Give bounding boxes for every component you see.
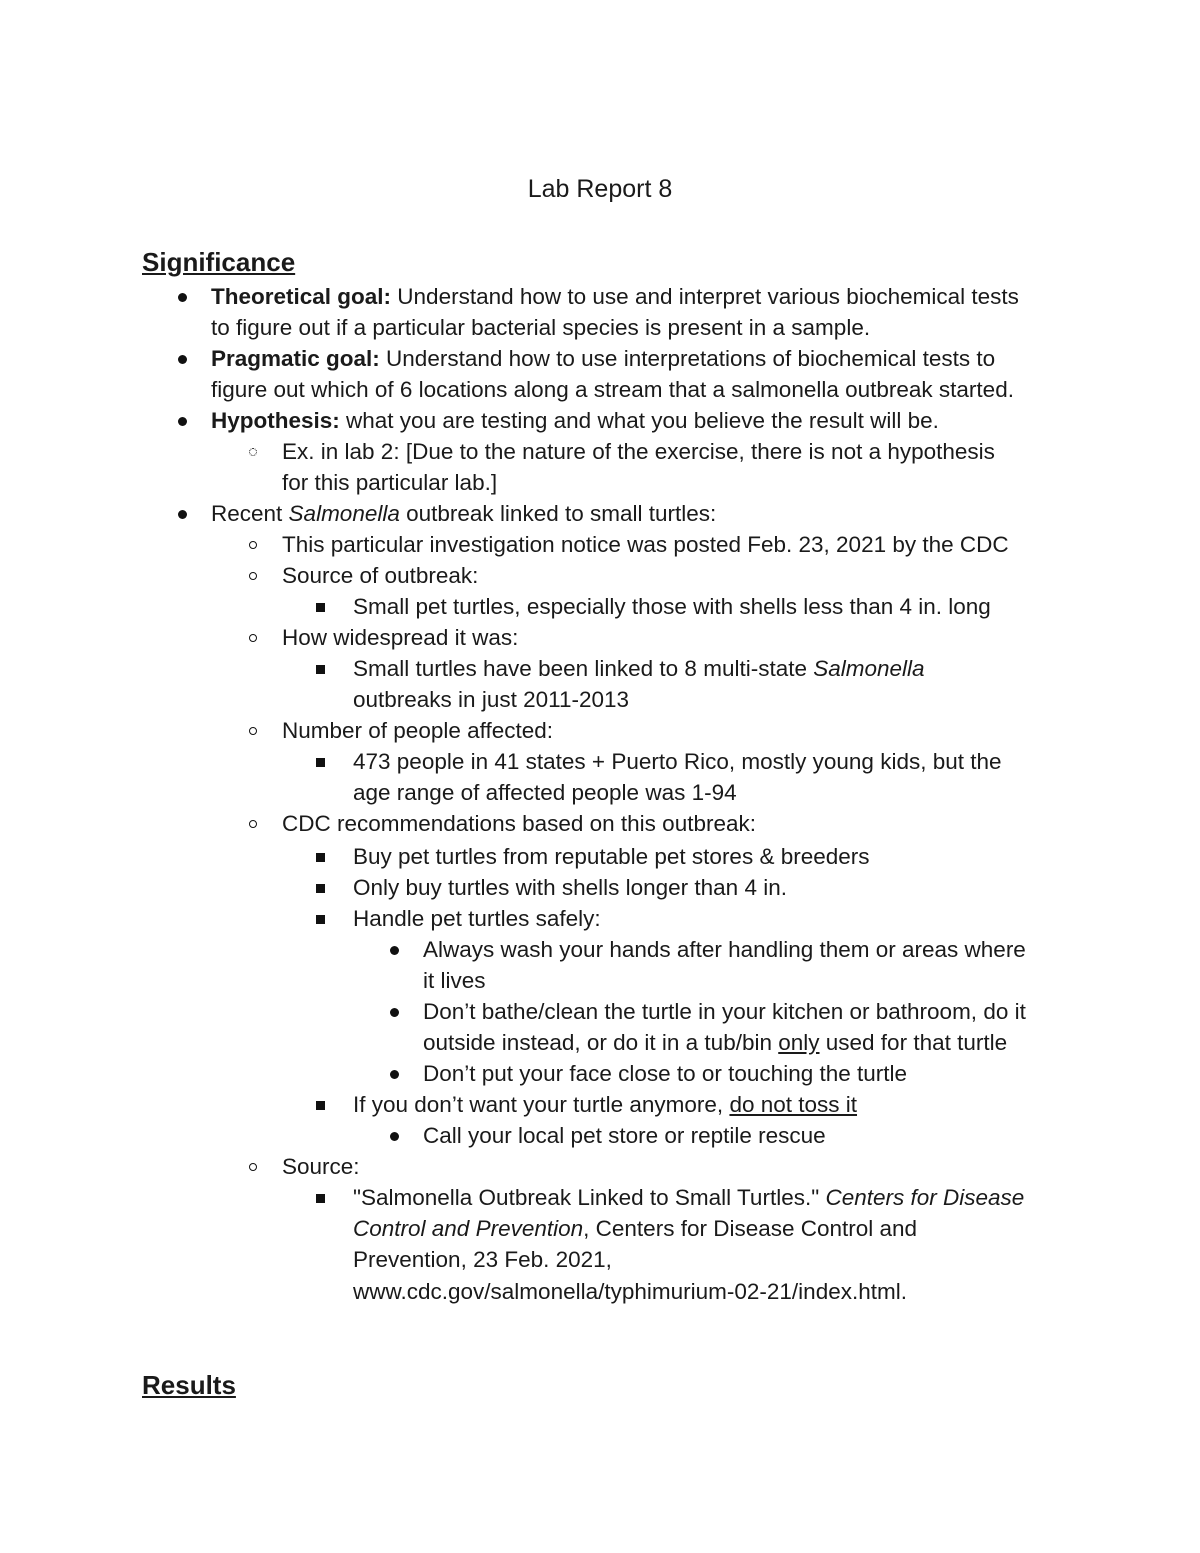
pragmatic-goal-line bbox=[211, 343, 995, 374]
source-outbreak-detail: Small pet turtles, especially those with shells less than 4 in. long bbox=[353, 594, 991, 619]
bullet-square bbox=[316, 591, 325, 622]
bullet-ring bbox=[249, 1151, 257, 1182]
bullet-ring bbox=[249, 715, 257, 746]
theoretical-goal-cont: to figure out if a particular bacterial species is present in a sample. bbox=[211, 315, 871, 340]
citation-line-4: www.cdc.gov/salmonella/typhimurium-02-21/index.html. bbox=[353, 1279, 907, 1304]
bullet-square bbox=[316, 903, 325, 934]
toss-underlined: do not toss it bbox=[729, 1092, 858, 1117]
source-outbreak-line: Source of outbreak: bbox=[282, 563, 479, 588]
people-detail-1: 473 people in 41 states + Puerto Rico, mostly young kids, but the bbox=[353, 749, 1002, 774]
widespread-line: How widespread it was: bbox=[282, 625, 519, 650]
bullet-square bbox=[316, 1182, 325, 1213]
wash-line-2: it lives bbox=[423, 968, 486, 993]
example-line-1: Ex. in lab 2: [Due to the nature of the exercise, there is not a hypothesis bbox=[282, 439, 995, 464]
bullet-dot bbox=[390, 934, 399, 965]
citation-1-pre: "Salmonella Outbreak Linked to Small Turtles." bbox=[353, 1185, 826, 1210]
citation-line-2 bbox=[353, 1213, 917, 1244]
hypothesis-line bbox=[211, 405, 939, 436]
citation-1-italic: Centers for Disease bbox=[825, 1185, 1025, 1210]
bathe-line-1: Don’t bathe/clean the turtle in your kitchen or bathroom, do it bbox=[423, 999, 1026, 1024]
bullet-ring bbox=[249, 808, 257, 839]
citation-line-3: Prevention, 23 Feb. 2021, bbox=[353, 1247, 612, 1272]
wash-line-1: Always wash your hands after handling them or areas where bbox=[423, 937, 1026, 962]
hypothesis-label: Hypothesis: bbox=[211, 408, 340, 433]
recent-italic: Salmonella bbox=[288, 501, 400, 526]
recent-pre: Recent bbox=[211, 501, 289, 526]
source-line: Source: bbox=[282, 1154, 360, 1179]
bullet-dot bbox=[390, 1120, 399, 1151]
bathe-2-pre: outside instead, or do it in a tub/bin bbox=[423, 1030, 779, 1055]
bullet-square bbox=[316, 1089, 325, 1120]
recent-post: outbreak linked to small turtles: bbox=[399, 501, 717, 526]
bullet-dot bbox=[178, 405, 187, 436]
bullet-square bbox=[316, 653, 325, 684]
bullet-dot bbox=[178, 281, 187, 312]
page-title: Lab Report 8 bbox=[527, 175, 673, 203]
bathe-2-underlined: only bbox=[778, 1030, 820, 1055]
bullet-square bbox=[316, 841, 325, 872]
people-detail-2: age range of affected people was 1-94 bbox=[353, 780, 737, 805]
face-line: Don’t put your face close to or touching the turtle bbox=[423, 1061, 908, 1086]
hypothesis-text: what you are testing and what you believe the result will be. bbox=[339, 408, 939, 433]
people-affected-line: Number of people affected: bbox=[282, 718, 554, 743]
notice-line: This particular investigation notice was posted Feb. 23, 2021 by the CDC bbox=[282, 532, 1009, 557]
bullet-dot bbox=[390, 1058, 399, 1089]
bullet-dot bbox=[390, 996, 399, 1027]
bullet-ring bbox=[249, 529, 257, 560]
theoretical-goal-line bbox=[211, 281, 1019, 312]
theoretical-goal-label: Theoretical goal: bbox=[211, 284, 392, 309]
widespread-detail-cont: outbreaks in just 2011-2013 bbox=[353, 687, 630, 712]
citation-2-post: , Centers for Disease Control and bbox=[583, 1216, 918, 1241]
widespread-detail bbox=[353, 653, 925, 684]
cdc-recs-line: CDC recommendations based on this outbreak: bbox=[282, 811, 756, 836]
bullet-square bbox=[316, 872, 325, 903]
rec-shells: Only buy turtles with shells longer than 4 in. bbox=[353, 875, 787, 900]
bullet-ring bbox=[249, 622, 257, 653]
theoretical-goal-text: Understand how to use and interpret various biochemical tests bbox=[391, 284, 1019, 309]
significance-heading: Significance bbox=[142, 247, 296, 277]
pragmatic-goal-cont: figure out which of 6 locations along a stream that a salmonella outbreak started. bbox=[211, 377, 1014, 402]
citation-2-italic: Control and Prevention bbox=[353, 1216, 584, 1241]
results-heading: Results bbox=[142, 1370, 236, 1400]
bullet-ring-dotted bbox=[249, 436, 257, 467]
bullet-dot bbox=[178, 498, 187, 529]
rec-buy: Buy pet turtles from reputable pet stores & breeders bbox=[353, 844, 870, 869]
widespread-detail-italic: Salmonella bbox=[813, 656, 925, 681]
citation-line-1 bbox=[353, 1182, 1024, 1213]
example-line-2: for this particular lab.] bbox=[282, 470, 498, 495]
bullet-square bbox=[316, 746, 325, 777]
bullet-ring bbox=[249, 560, 257, 591]
bullet-dot bbox=[178, 343, 187, 374]
call-line: Call your local pet store or reptile rescue bbox=[423, 1123, 826, 1148]
widespread-detail-pre: Small turtles have been linked to 8 multi-state bbox=[353, 656, 814, 681]
toss-pre: If you don’t want your turtle anymore, bbox=[353, 1092, 730, 1117]
pragmatic-goal-label: Pragmatic goal: bbox=[211, 346, 380, 371]
pragmatic-goal-text: Understand how to use interpretations of biochemical tests to bbox=[379, 346, 996, 371]
rec-handle: Handle pet turtles safely: bbox=[353, 906, 601, 931]
toss-line bbox=[353, 1089, 857, 1120]
recent-outbreak-line bbox=[211, 498, 716, 529]
bathe-2-post: used for that turtle bbox=[819, 1030, 1008, 1055]
bathe-line-2 bbox=[423, 1027, 1007, 1058]
